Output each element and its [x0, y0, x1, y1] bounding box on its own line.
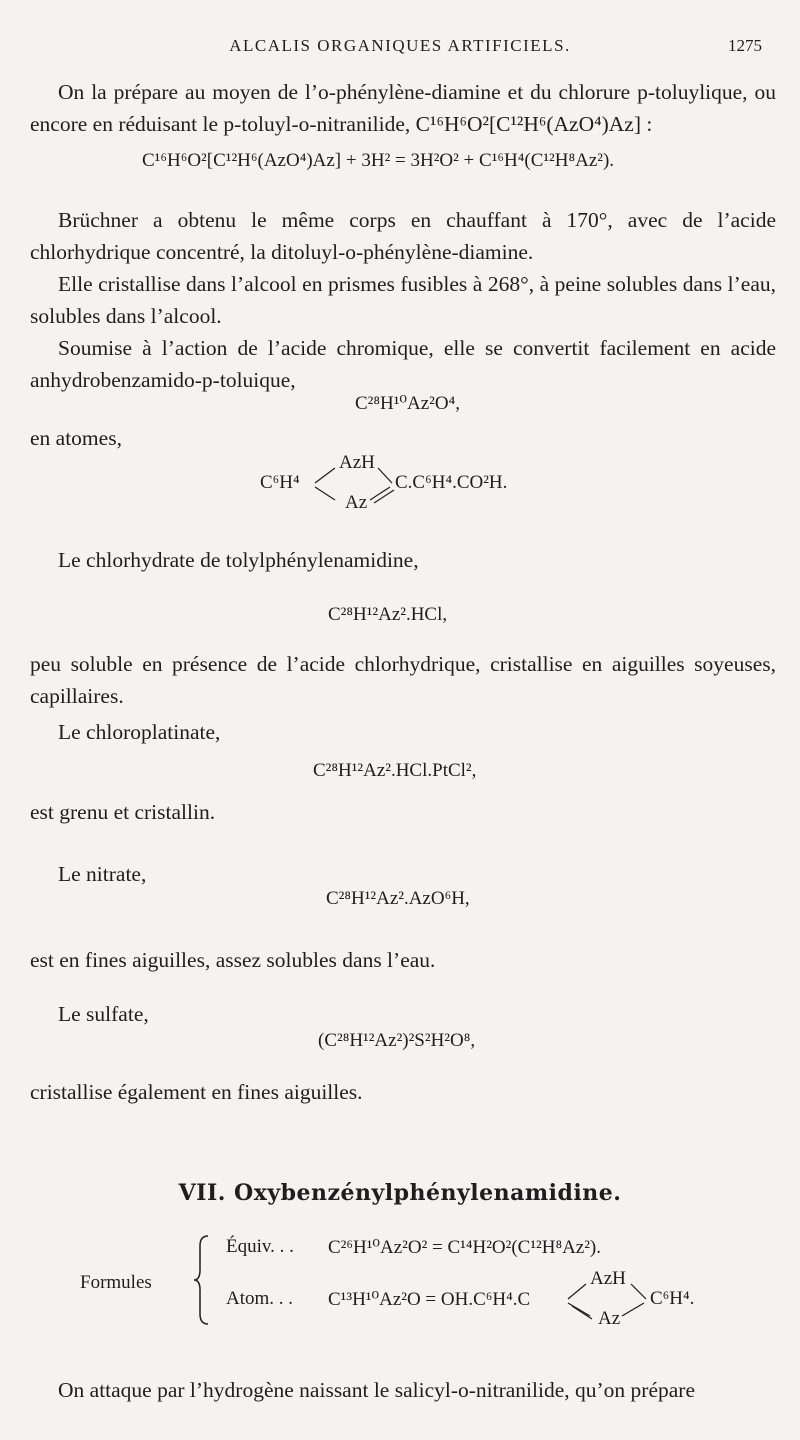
chlorhydrate-description: peu soluble en présence de l’acide chlorhydrique, cristallise en aiguilles soyeuses, capillaires. [30, 652, 776, 708]
struct-top: AzH [339, 452, 375, 473]
nitrate-label: Le nitrate, [58, 862, 147, 886]
structural-formula-atoms [260, 450, 560, 513]
structural-formula-section [328, 1266, 758, 1329]
equiv-label: Équiv. . . [226, 1236, 294, 1257]
section-struct-left: C¹³H¹⁰Az²O = OH.C⁶H⁴.C [328, 1289, 531, 1310]
chlorhydrate-label: Le chlorhydrate de tolylphénylenamidine, [58, 548, 419, 572]
running-head [0, 36, 800, 60]
paragraph-preparation: On la prépare au moyen de l’o-phénylène-diamine et du chlorure p-toluylique, ou encore en réduisant le p-toluyl-o-nitranilide, C¹⁶H⁶O²[C¹²H⁶(AzO⁴)Az] : [30, 80, 776, 136]
paragraph-crystallisation: Elle cristallise dans l’alcool en prismes fusibles à 268°, à peine solubles dans l’eau, solubles dans l’alcool. [30, 272, 776, 328]
paragraph-chromic-acid: Soumise à l’action de l’acide chromique, elle se convertit facilement en acide anhydrobenzamido-p-toluique, [30, 336, 776, 392]
formula-acide: C²⁸H¹⁰Az²O⁴, [355, 393, 460, 414]
brace [192, 1234, 212, 1326]
formula-sulfate: (C²⁸H¹²Az²)²S²H²O⁸, [318, 1030, 476, 1051]
section-struct-bottom: Az [598, 1308, 621, 1329]
section-struct-right: C⁶H⁴. [650, 1288, 695, 1309]
formula-reduction: C¹⁶H⁶O²[C¹²H⁶(AzO⁴)Az] + 3H² = 3H²O² + C¹⁶H⁴(C¹²H⁸Az²). [142, 150, 615, 171]
formula-nitrate: C²⁸H¹²Az².AzO⁶H, [326, 888, 470, 909]
formula-chloroplatinate: C²⁸H¹²Az².HCl.PtCl², [313, 760, 477, 781]
struct-right: C.C⁶H⁴.CO²H. [395, 472, 508, 493]
running-head-title: ALCALIS ORGANIQUES ARTIFICIELS. [229, 36, 571, 55]
section-title: VII. Oxybenzénylphénylenamidine. [178, 1180, 622, 1206]
struct-bonds [260, 450, 560, 510]
label-en-atomes: en atomes, [30, 426, 122, 450]
section-struct-bonds [328, 1266, 758, 1326]
nitrate-description: est en fines aiguilles, assez solubles dans l’eau. [30, 948, 436, 972]
sulfate-description: cristallise également en fines aiguilles. [30, 1080, 363, 1104]
formules-label: Formules [80, 1272, 152, 1293]
sulfate-label: Le sulfate, [58, 1002, 149, 1026]
equiv-formula: C²⁶H¹⁰Az²O² = C¹⁴H²O²(C¹²H⁸Az²). [328, 1237, 602, 1258]
struct-bottom: Az [345, 492, 368, 513]
paragraph-bruchner: Brüchner a obtenu le même corps en chauffant à 170°, avec de l’acide chlorhydrique concentré, la ditoluyl-o-phénylène-diamine. [30, 208, 776, 264]
chloroplatinate-label: Le chloroplatinate, [58, 720, 221, 744]
atom-label: Atom. . . [226, 1288, 294, 1309]
formula-chlorhydrate: C²⁸H¹²Az².HCl, [328, 604, 448, 625]
chloroplatinate-description: est grenu et cristallin. [30, 800, 216, 824]
page-number: 1275 [728, 36, 762, 55]
final-line: On attaque par l’hydrogène naissant le salicyl-o-nitranilide, qu’on prépare [58, 1378, 696, 1402]
struct-left: C⁶H⁴ [260, 472, 300, 493]
section-struct-top: AzH [590, 1268, 626, 1289]
